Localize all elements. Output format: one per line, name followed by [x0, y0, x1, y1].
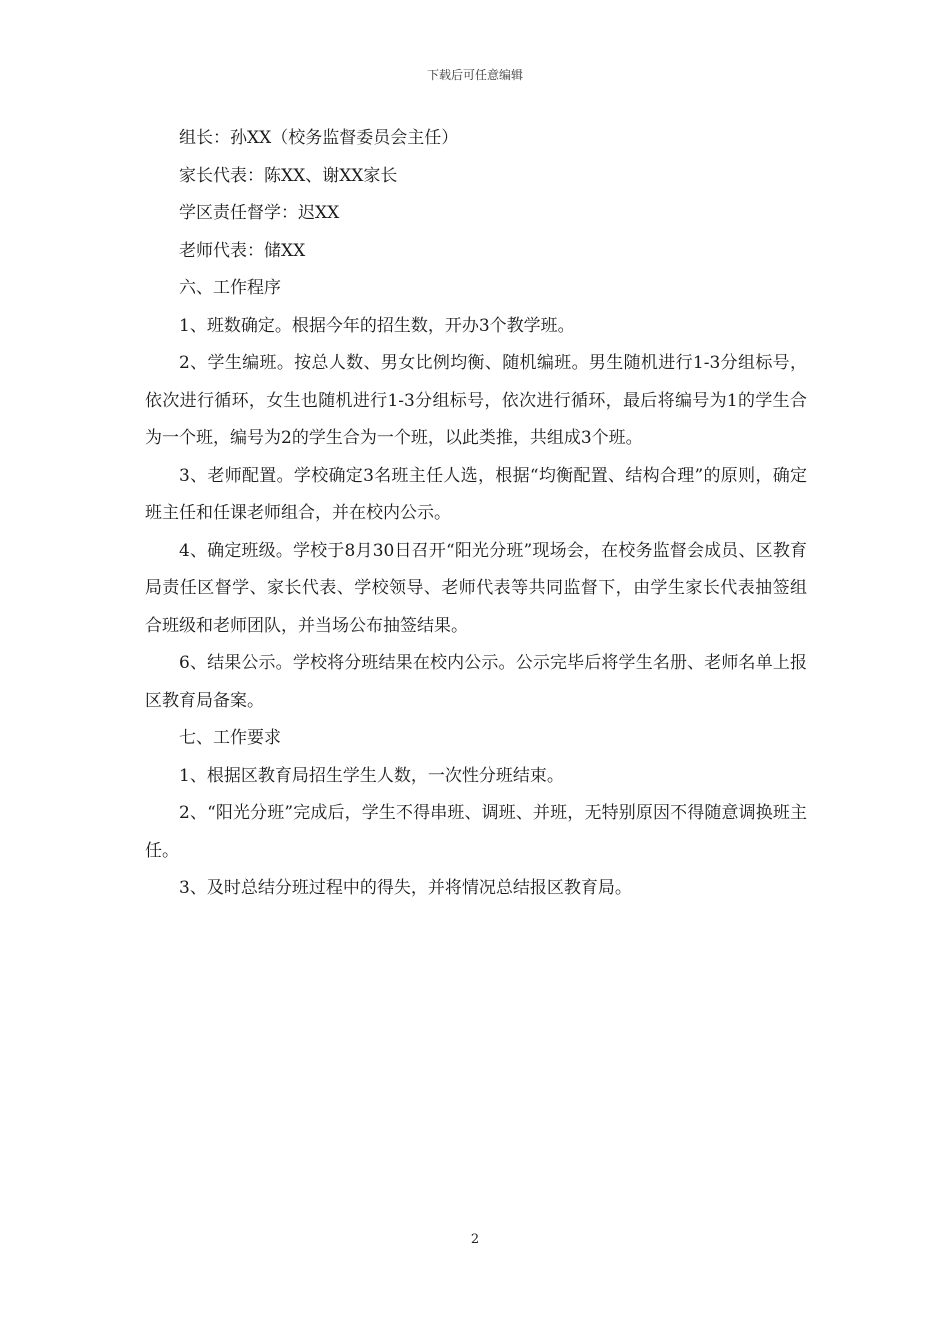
section-heading-work-requirements: 七、工作要求: [179, 728, 281, 748]
page-number: 2: [470, 1232, 480, 1247]
paragraph-requirement-2: 2、“阳光分班”完成后，学生不得串班、调班、并班，无特别原因不得随意调换班主任。: [145, 803, 807, 861]
paragraph-requirement-3: 3、及时总结分班过程中的得失，并将情况总结报区教育局。: [179, 878, 632, 898]
paragraph-class-assignment: 4、确定班级。学校于8月30日召开“阳光分班”现场会，在校务监督会成员、区教育局责任区督学、家长代表、学校领导、老师代表等共同监督下，由学生家长代表抽签组合班级和老师团队，并当场公布抽签结果。: [145, 540, 807, 636]
paragraph-requirement-1: 1、根据区教育局招生学生人数，一次性分班结束。: [179, 765, 564, 786]
paragraph-teacher-representative: 老师代表：储XX: [179, 240, 306, 261]
document-body: [145, 120, 807, 908]
page-header: 下载后可任意编辑: [426, 68, 523, 82]
paragraph-team-leader: 组长：孙XX（校务监督委员会主任）: [179, 128, 459, 148]
paragraph-student-grouping: 2、学生编班。按总人数、男女比例均衡、随机编班。男生随机进行1-3分组标号，依次进行循环，女生也随机进行1-3分组标号，依次进行循环，最后将编号为1的学生合为一个班，编号为2的学生合为一个班，以此类推，共组成3个班。: [145, 353, 807, 448]
paragraph-district-supervisor: 学区责任督学：迟XX: [179, 203, 340, 223]
paragraph-parent-representatives: 家长代表：陈XX、谢XX家长: [179, 165, 398, 186]
paragraph-class-count: 1、班数确定。根据今年的招生数，开办3个教学班。: [179, 315, 575, 336]
paragraph-teacher-allocation: 3、老师配置。学校确定3名班主任人选，根据“均衡配置、结构合理”的原则，确定班主任和任课老师组合，并在校内公示。: [145, 465, 807, 523]
section-heading-work-procedure: 六、工作程序: [179, 278, 281, 298]
paragraph-result-publication: 6、结果公示。学校将分班结果在校内公示。公示完毕后将学生名册、老师名单上报区教育局备案。: [145, 653, 807, 711]
